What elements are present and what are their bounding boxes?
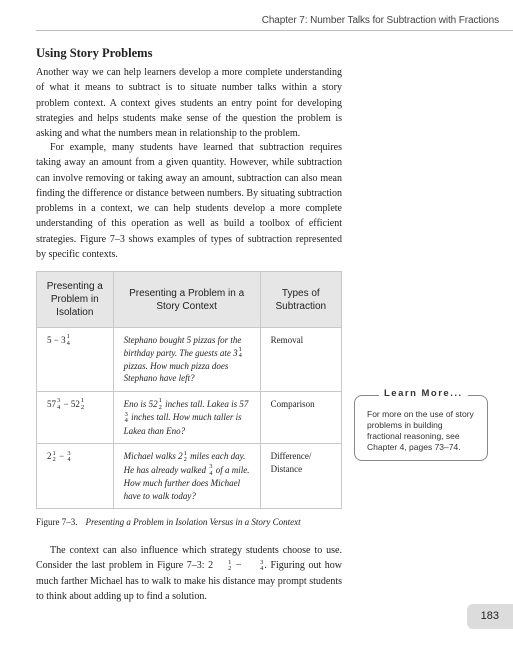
story-context-cell: Stephano bought 5 pizzas for the birthday party. The guests ate 3 1 4 pizzas. How much pizza does Stephano have left? [113, 328, 260, 392]
table-row-removal [37, 328, 342, 392]
isolation-cell: 2 1 2 − 3 4 [37, 444, 114, 509]
isolation-cell: 5 − 3 1 4 [37, 328, 114, 392]
table-header-row [37, 272, 342, 328]
page-number: 183 [480, 610, 499, 622]
story-context-cell: Michael walks 2 1 2 miles each day. He has already walked 3 4 of a mile. How much further does Michael have to walk today? [113, 444, 260, 509]
fraction-three-fourths: 3 4 [57, 397, 61, 411]
subtraction-type-cell: Difference/ Distance [260, 444, 341, 509]
learn-more-title: Learn More... [379, 388, 468, 399]
figure-title: Presenting a Problem in Isolation Versus in a Story Context [85, 517, 301, 527]
figure-label: Figure 7–3. [36, 517, 78, 527]
fraction-three-fourths: 3 4 [209, 463, 213, 477]
fraction-one-half: 1 2 [158, 397, 162, 411]
fraction-one-half: 1 2 [52, 449, 56, 464]
fraction-one-fourth: 1 4 [66, 333, 70, 347]
table-row-difference [37, 444, 342, 509]
section-heading: Using Story Problems [36, 46, 153, 60]
header-rule [36, 30, 513, 31]
header-types: Types of Subtraction [260, 272, 341, 328]
fraction-one-fourth: 1 4 [238, 345, 242, 360]
fraction-three-fourths: 3 4 [124, 410, 128, 425]
paragraph-1: Another way we can help learners develop a more complete understanding of what it means to subtract is to situate number talks within a story problem context. A context gives students an entry point for developing strategies and helps students make sense of the question the problem is asking and what the numbers mean in relationship to the problem. [36, 67, 342, 140]
subtraction-type-cell: Removal [260, 328, 341, 392]
fraction-three-fourths: 3 4 [67, 449, 71, 464]
fraction-one-half: 1 2 [80, 397, 85, 411]
table-row-comparison [37, 391, 342, 443]
isolation-cell: 57 3 4 − 52 1 2 [37, 391, 114, 443]
header-story-context: Presenting a Problem in a Story Context [113, 272, 260, 328]
subtraction-type-cell: Comparison [260, 391, 341, 443]
learn-more-box [354, 388, 488, 461]
figure-7-3-table [36, 271, 342, 509]
header-isolation: Presenting a Problem in Isolation [37, 272, 114, 328]
running-head: Chapter 7: Number Talks for Subtraction with Fractions [261, 15, 499, 26]
paragraph-2: For example, many students have learned that subtraction requires taking away an amount from a given quantity. However, while subtraction can involve removing or taking away an amount, subtraction can also mean finding the difference or distance between numbers. By situating subtraction problems in a context, we can help students develop a more complete understanding of this operation as well as build a toolbox of efficient strategies. Figure 7–3 shows examples of types of subtraction represented by specific contexts. [36, 142, 342, 261]
fraction-one-half: 1 2 [228, 558, 232, 572]
fraction-one-half: 1 2 [183, 449, 187, 464]
story-context-cell: Eno is 52 1 2 inches tall. Lakea is 57 3 4 inches tall. How much taller is Lakea than Eno? [113, 391, 260, 443]
fraction-three-fourths: 3 4 [260, 558, 264, 572]
learn-more-body: For more on the use of story problems in building fractional reasoning, see Chapter 4, pages 73–74. [367, 409, 474, 452]
figure-caption [36, 517, 301, 527]
paragraph-3: The context can also influence which strategy students choose to use. Consider the last problem in Figure 7–3: 2 1 2 − 3 4 . Figuring out how much farther Michael has to walk to make his distance may prompt students to think about adding up to find a solution. [36, 545, 343, 602]
